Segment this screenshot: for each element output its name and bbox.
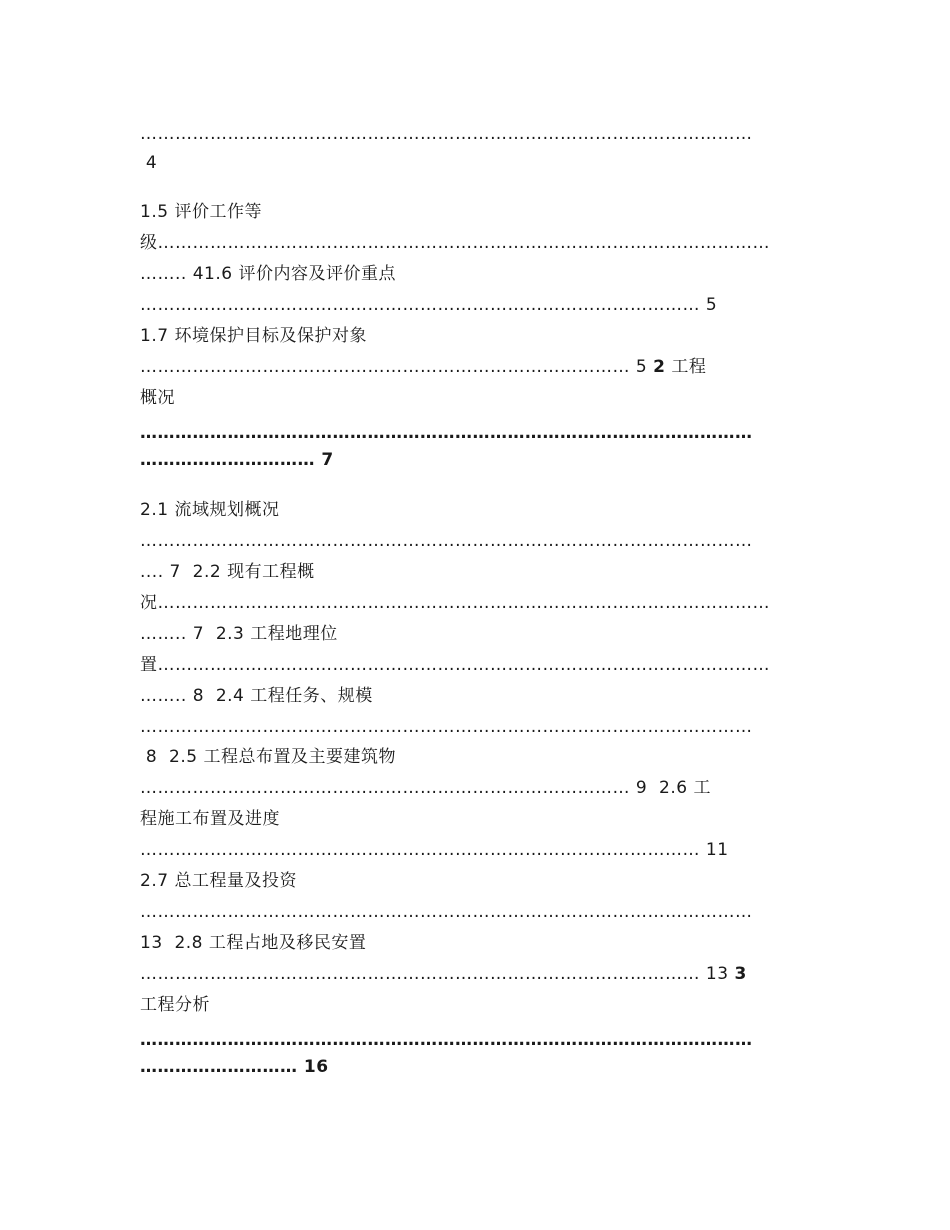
toc-line-chapter3	[140, 963, 815, 985]
toc-line: 级……………………………………………………………………………………………	[140, 233, 770, 253]
toc-line: …………………………………………………………………………………… 11	[140, 840, 729, 860]
chapter-title-part: 工程	[671, 357, 707, 377]
toc-line: 13 2.8 工程占地及移民安置	[140, 933, 367, 953]
toc-line-bold: ……………………………………………………………………………………………	[140, 423, 753, 443]
toc-line: …….. 41.6 评价内容及评价重点	[140, 264, 396, 284]
toc-line: 1.7 环境保护目标及保护对象	[140, 326, 367, 346]
toc-dots: ………………………………………………………………………… 5	[140, 357, 648, 377]
toc-line-bold: ……………………… 16	[140, 1057, 329, 1077]
toc-line: ……………………………………………………………………………………………	[140, 124, 753, 144]
toc-line: 置……………………………………………………………………………………………	[140, 655, 770, 675]
toc-line: 4	[140, 153, 158, 173]
toc-line-bold: ………………………… 7	[140, 450, 334, 470]
toc-line: 2.7 总工程量及投资	[140, 871, 297, 891]
chapter-number: 2	[653, 357, 666, 377]
toc-line: 概况	[140, 388, 175, 408]
toc-line: 工程分析	[140, 995, 210, 1015]
toc-line: .... 7 2.2 现有工程概	[140, 562, 315, 582]
toc-line: 1.5 评价工作等	[140, 202, 262, 222]
chapter-number: 3	[734, 964, 747, 984]
toc-line: …………………………………………………………………………………… 5	[140, 295, 718, 315]
toc-dots: …………………………………………………………………………………… 13	[140, 964, 729, 984]
toc-line: ……………………………………………………………………………………………	[140, 717, 753, 737]
toc-line: 2.1 流域规划概况	[140, 500, 280, 520]
toc-line: …….. 7 2.3 工程地理位	[140, 624, 338, 644]
toc-line: 程施工布置及进度	[140, 809, 280, 829]
toc-line: …….. 8 2.4 工程任务、规模	[140, 686, 373, 706]
toc-line: 况……………………………………………………………………………………………	[140, 593, 770, 613]
toc-line: ……………………………………………………………………………………………	[140, 902, 753, 922]
toc-line-chapter2	[140, 356, 815, 378]
toc-line: 8 2.5 工程总布置及主要建筑物	[140, 747, 396, 767]
toc-line: ……………………………………………………………………………………………	[140, 531, 753, 551]
toc-line-bold: ……………………………………………………………………………………………	[140, 1030, 753, 1050]
toc-line: ………………………………………………………………………… 9 2.6 工	[140, 778, 711, 798]
